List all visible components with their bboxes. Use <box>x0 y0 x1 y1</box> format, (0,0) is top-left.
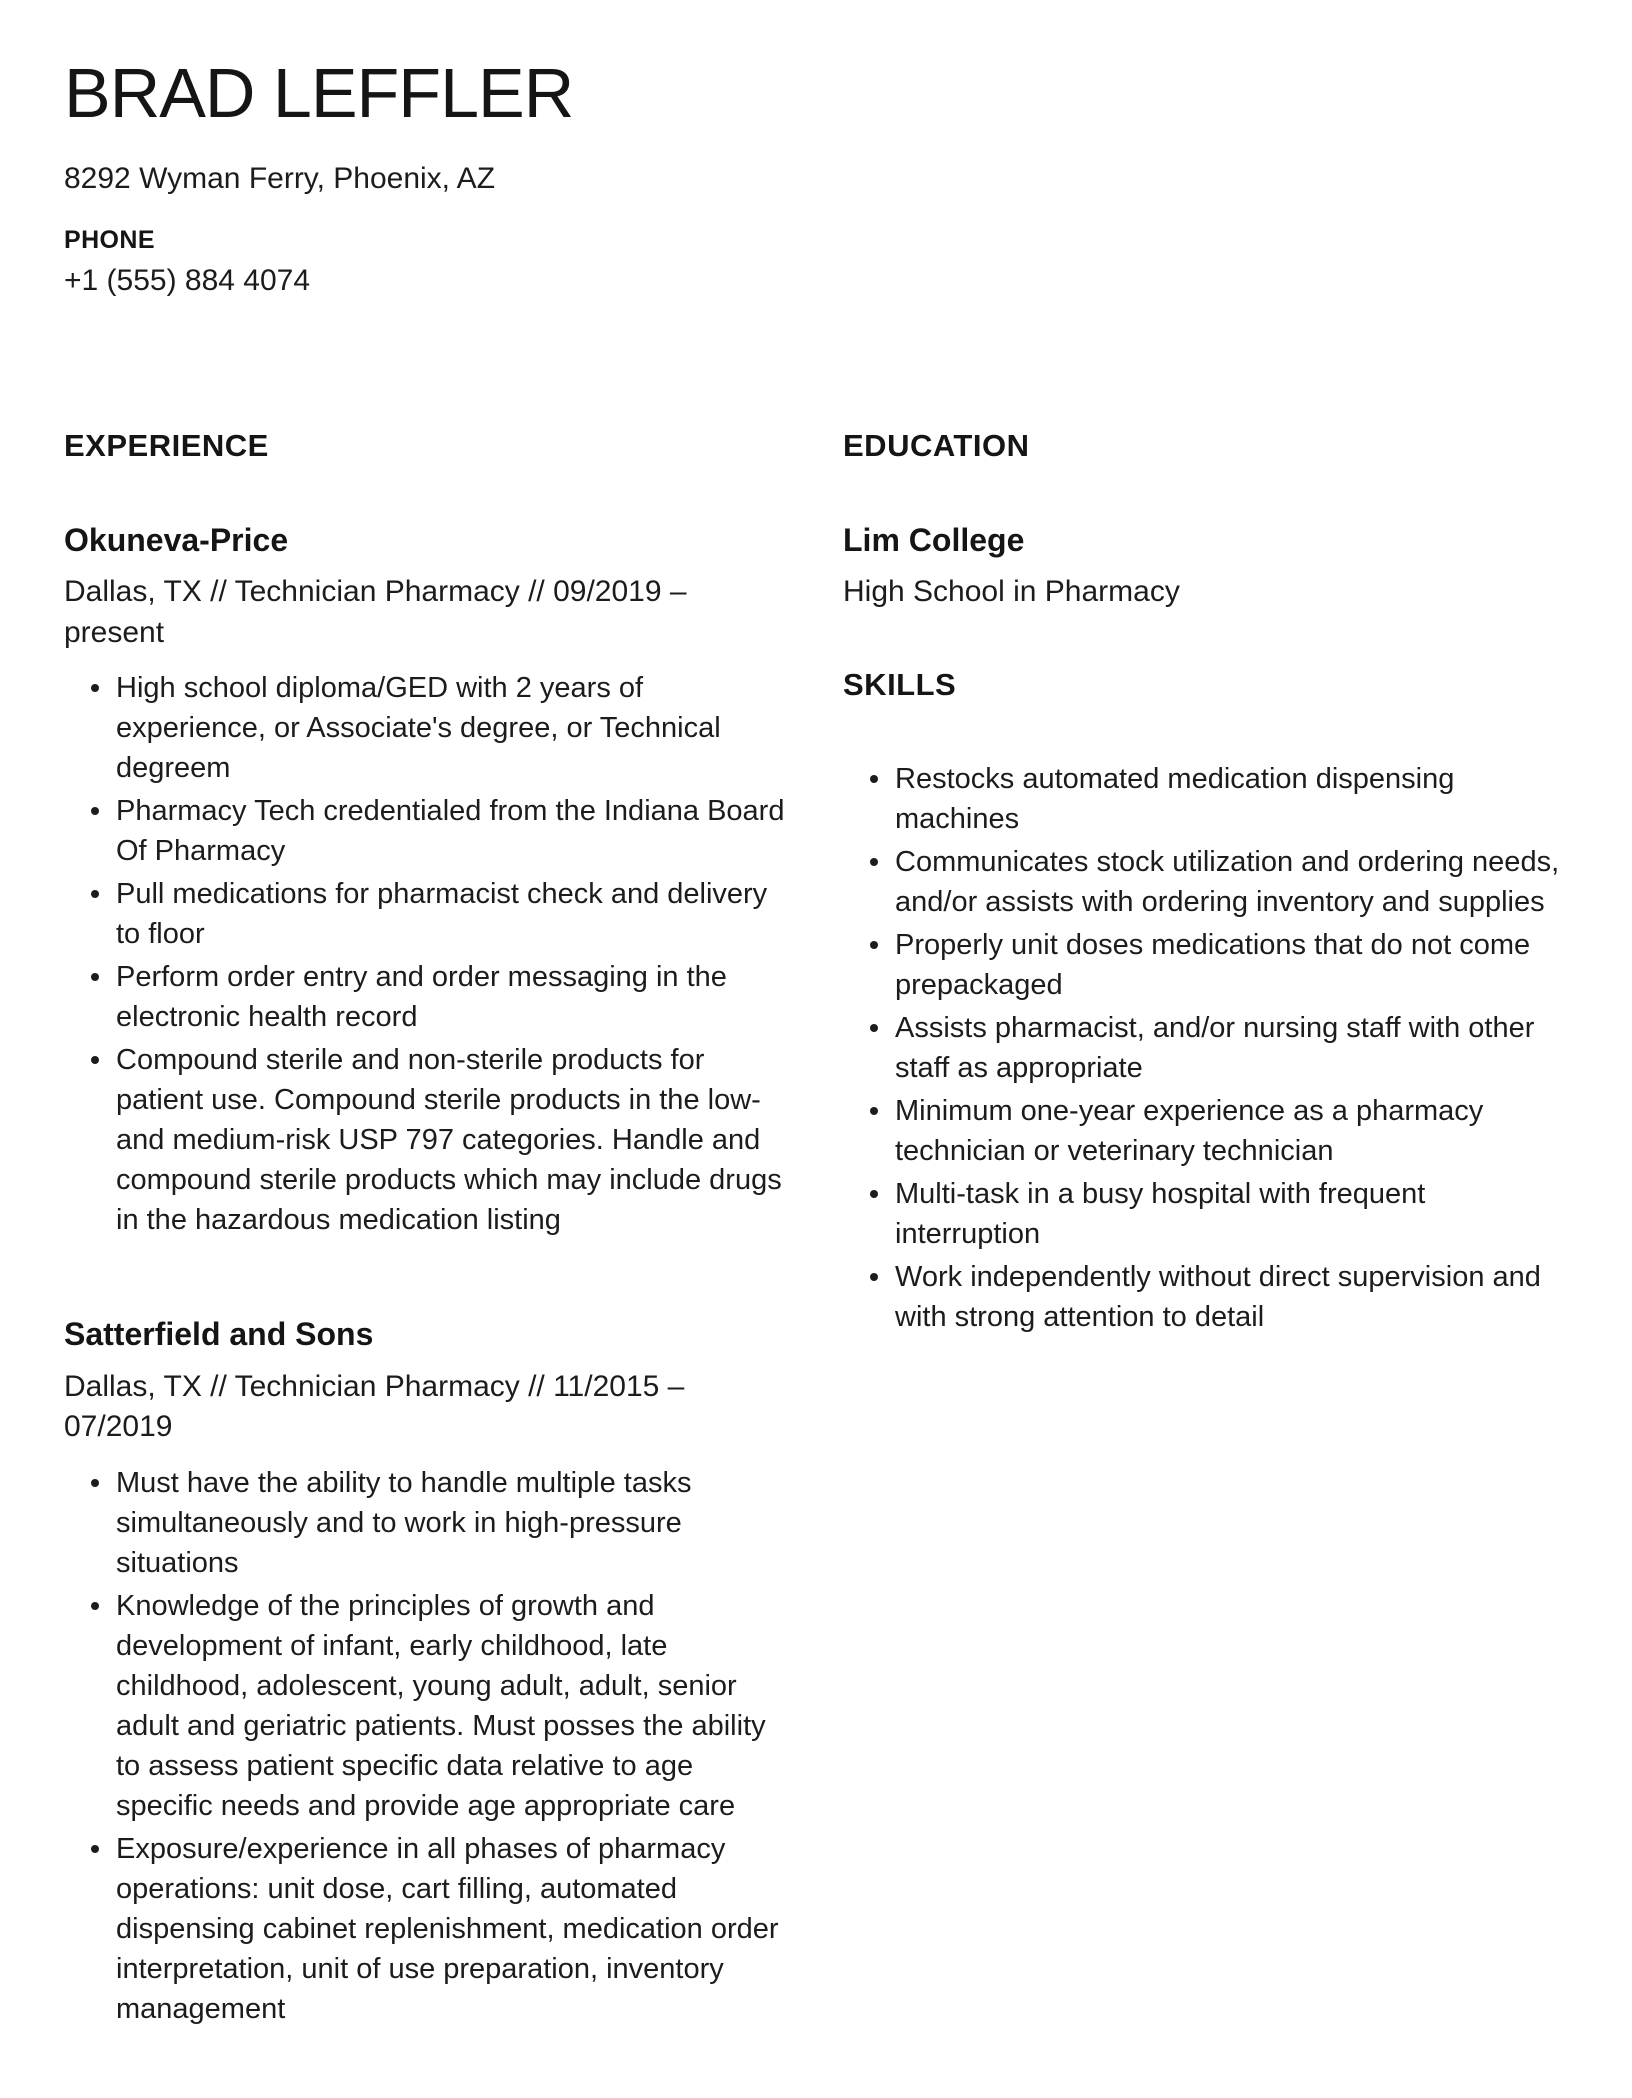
bullet-item: Exposure/experience in all phases of pharmacy operations: unit dose, cart filling, automated dispensing cabinet replenishment, medication order interpretation, unit of use preparation, inventory management <box>64 1829 789 2029</box>
resume-header <box>64 56 1568 298</box>
bullet-item: Must have the ability to handle multiple tasks simultaneously and to work in high-pressure situations <box>64 1463 789 1583</box>
school-name: Lim College <box>843 521 1025 558</box>
education-heading: EDUCATION <box>843 427 1030 463</box>
school-degree: High School in Pharmacy <box>843 575 1180 609</box>
content-columns <box>64 428 1568 2029</box>
phone-label: PHONE <box>64 225 155 254</box>
job-meta: Dallas, TX // Technician Pharmacy // 09/2019 – present <box>64 575 687 649</box>
education-section <box>843 428 1568 613</box>
bullet-item: Restocks automated medication dispensing machines <box>843 759 1568 839</box>
address: 8292 Wyman Ferry, Phoenix, AZ <box>64 162 496 196</box>
job-entry-okuneva-price <box>64 520 789 1241</box>
job-company: Satterfield and Sons <box>64 1316 374 1353</box>
skills-section <box>843 667 1568 1337</box>
bullet-item: Communicates stock utilization and ordering needs, and/or assists with ordering inventory and supplies <box>843 842 1568 922</box>
job-bullet-list <box>64 668 789 1240</box>
bullet-item: Compound sterile and non-sterile products for patient use. Compound sterile products in the low- and medium-risk USP 797 categories. Handle and compound sterile products which may include drugs in the hazardous medication listing <box>64 1040 789 1240</box>
experience-section <box>64 428 789 2029</box>
job-entry-satterfield-and-sons <box>64 1314 789 2029</box>
bullet-item: Multi-task in a busy hospital with frequent interruption <box>843 1174 1568 1254</box>
bullet-item: Minimum one-year experience as a pharmacy technician or veterinary technician <box>843 1091 1568 1171</box>
skills-list <box>843 759 1568 1337</box>
candidate-name: BRAD LEFFLER <box>64 54 574 132</box>
experience-heading: EXPERIENCE <box>64 427 269 463</box>
bullet-item: Properly unit doses medications that do not come prepackaged <box>843 925 1568 1005</box>
bullet-item: Knowledge of the principles of growth and development of infant, early childhood, late childhood, adolescent, young adult, adult, senior adult and geriatric patients. Must posses the ability to assess patient specific data relative to age specific needs and provide age appropriate care <box>64 1586 789 1826</box>
job-bullet-list <box>64 1463 789 2029</box>
bullet-item: Work independently without direct supervision and with strong attention to detail <box>843 1257 1568 1337</box>
bullet-item: Pull medications for pharmacist check and delivery to floor <box>64 874 789 954</box>
right-column <box>843 428 1568 2029</box>
phone-number: +1 (555) 884 4074 <box>64 263 311 297</box>
bullet-item: Pharmacy Tech credentialed from the Indiana Board Of Pharmacy <box>64 791 789 871</box>
job-meta: Dallas, TX // Technician Pharmacy // 11/2015 – 07/2019 <box>64 1369 685 1444</box>
job-company: Okuneva-Price <box>64 521 289 558</box>
bullet-item: Perform order entry and order messaging in the electronic health record <box>64 957 789 1037</box>
bullet-item: High school diploma/GED with 2 years of experience, or Associate's degree, or Technical degreem <box>64 668 789 788</box>
bullet-item: Assists pharmacist, and/or nursing staff with other staff as appropriate <box>843 1008 1568 1088</box>
skills-heading: SKILLS <box>843 666 957 702</box>
